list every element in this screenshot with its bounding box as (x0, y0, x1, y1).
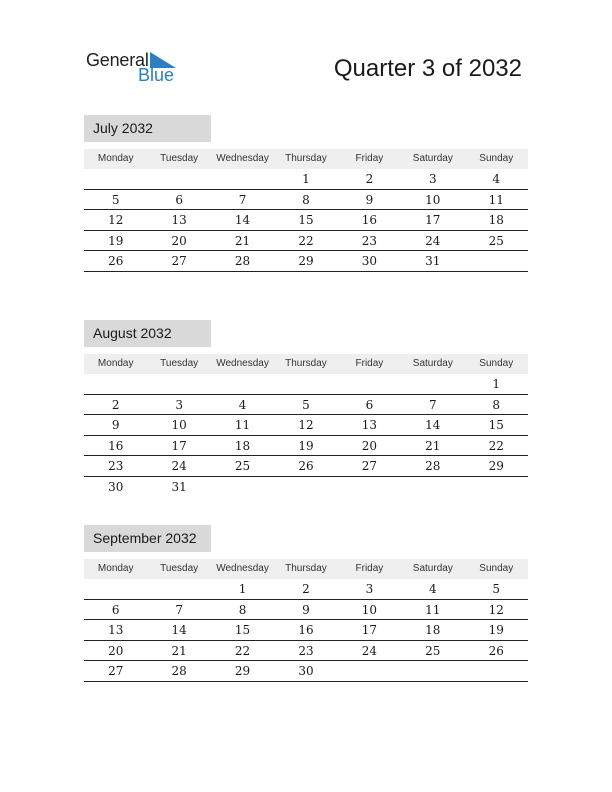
day-cell: 26 (488, 643, 504, 658)
weekday-header (84, 149, 528, 169)
day-cell: 5 (302, 397, 310, 412)
day-cell: 9 (302, 602, 310, 617)
day-cell: 13 (171, 213, 187, 227)
weekday-label: Friday (355, 358, 384, 369)
day-cell: 8 (302, 192, 310, 207)
day-cell: 19 (488, 623, 504, 637)
day-cell (338, 661, 401, 681)
day-cell: 30 (361, 254, 378, 268)
day-cell (274, 477, 337, 498)
day-cell: 27 (171, 254, 187, 268)
day-cell (401, 477, 464, 498)
day-cell: 23 (298, 643, 314, 658)
day-cell: 15 (298, 213, 314, 227)
day-cell: 17 (171, 438, 187, 453)
day-cell (211, 169, 274, 189)
day-cell: 26 (108, 254, 124, 268)
month-title: July 2032 (84, 115, 211, 142)
day-cell: 10 (425, 192, 441, 207)
month-title: August 2032 (84, 320, 211, 347)
day-cell: 20 (108, 643, 124, 658)
day-cell: 8 (238, 602, 247, 617)
weekday-label: Saturday (412, 358, 453, 369)
day-cell: 4 (492, 172, 501, 186)
day-cell: 17 (361, 623, 378, 637)
day-cell: 5 (492, 582, 501, 596)
weekday-header (84, 559, 528, 579)
day-cell: 1 (238, 582, 247, 596)
week-row (84, 600, 528, 621)
week-row (84, 374, 528, 395)
month-august (84, 320, 528, 497)
day-cell: 15 (488, 418, 504, 432)
week-rows (84, 374, 528, 497)
day-cell: 28 (234, 254, 251, 268)
day-cell: 10 (171, 418, 187, 432)
generalblue-logo (86, 50, 186, 86)
weekday-label: Wednesday (216, 153, 269, 164)
day-cell (401, 374, 464, 394)
day-cell: 19 (108, 233, 124, 248)
week-rows (84, 579, 528, 682)
day-cell (147, 374, 210, 394)
day-cell: 6 (175, 192, 183, 207)
day-cell: 21 (425, 438, 441, 453)
week-row (84, 210, 528, 231)
day-cell: 11 (488, 192, 504, 207)
day-cell: 18 (488, 213, 504, 227)
day-cell: 12 (108, 213, 124, 227)
day-cell: 29 (234, 664, 251, 678)
weekday-label: Friday (355, 563, 384, 574)
day-cell: 28 (425, 459, 441, 473)
day-cell: 3 (365, 582, 374, 596)
day-cell: 12 (298, 418, 314, 432)
day-cell: 11 (234, 418, 251, 432)
day-cell: 13 (108, 623, 124, 637)
day-cell: 10 (361, 602, 378, 617)
day-cell: 28 (171, 664, 187, 678)
weekday-label: Monday (97, 563, 134, 574)
day-cell (211, 374, 274, 394)
day-cell: 6 (365, 397, 374, 412)
weekday-label: Tuesday (160, 358, 199, 369)
day-cell (465, 251, 528, 271)
day-cell (84, 579, 147, 599)
day-cell: 9 (365, 192, 374, 207)
week-row (84, 620, 528, 641)
day-cell: 18 (425, 623, 441, 637)
day-cell: 3 (175, 397, 183, 412)
weekday-label: Wednesday (216, 358, 269, 369)
logo-text-blue: Blue (138, 65, 175, 85)
day-cell: 31 (171, 479, 187, 494)
day-cell (338, 374, 401, 394)
week-row (84, 456, 528, 477)
day-cell (401, 661, 464, 681)
weekday-header (84, 354, 528, 374)
day-cell: 27 (108, 664, 124, 678)
weekday-label: Sunday (479, 563, 514, 574)
day-cell: 2 (111, 397, 120, 412)
week-row (84, 641, 528, 662)
day-cell: 11 (425, 602, 441, 617)
day-cell (84, 169, 147, 189)
weekday-label: Sunday (479, 358, 514, 369)
day-cell: 25 (425, 643, 441, 658)
day-cell: 24 (425, 233, 441, 248)
day-cell: 22 (298, 233, 314, 248)
weekday-label: Wednesday (216, 563, 269, 574)
day-cell: 30 (298, 664, 314, 678)
day-cell (465, 477, 528, 498)
day-cell (338, 477, 401, 498)
day-cell: 2 (365, 172, 374, 186)
weekday-label: Sunday (479, 153, 514, 164)
day-cell: 15 (234, 623, 251, 637)
day-cell: 1 (492, 377, 501, 391)
day-cell: 1 (302, 172, 310, 186)
day-cell: 5 (111, 192, 120, 207)
day-cell: 23 (108, 459, 124, 473)
month-july (84, 115, 528, 272)
day-cell: 14 (234, 213, 251, 227)
day-cell: 7 (175, 602, 183, 617)
week-row (84, 395, 528, 416)
day-cell: 29 (488, 459, 504, 473)
day-cell: 6 (111, 602, 120, 617)
day-cell: 14 (171, 623, 187, 637)
day-cell: 13 (361, 418, 378, 432)
day-cell: 9 (111, 418, 120, 432)
day-cell: 24 (171, 459, 187, 473)
week-row (84, 415, 528, 436)
day-cell (147, 579, 210, 599)
week-rows (84, 169, 528, 272)
weekday-label: Thursday (285, 358, 327, 369)
day-cell: 26 (298, 459, 314, 473)
day-cell: 3 (429, 172, 437, 186)
weekday-label: Friday (355, 153, 384, 164)
day-cell: 19 (298, 438, 314, 453)
day-cell: 18 (234, 438, 251, 453)
day-cell (465, 661, 528, 681)
day-cell: 12 (488, 602, 504, 617)
day-cell: 4 (429, 582, 437, 596)
day-cell (211, 477, 274, 498)
day-cell: 4 (238, 397, 247, 412)
day-cell: 16 (298, 623, 314, 637)
day-cell: 17 (425, 213, 441, 227)
day-cell: 22 (488, 438, 504, 453)
week-row (84, 169, 528, 190)
day-cell (147, 169, 210, 189)
weekday-label: Thursday (285, 153, 327, 164)
day-cell: 7 (238, 192, 247, 207)
day-cell: 16 (361, 213, 378, 227)
day-cell (84, 374, 147, 394)
weekday-label: Monday (97, 358, 134, 369)
week-row (84, 251, 528, 272)
weekday-label: Tuesday (160, 153, 199, 164)
month-title: September 2032 (84, 525, 211, 552)
day-cell: 16 (108, 438, 124, 453)
day-cell: 20 (361, 438, 378, 453)
weekday-label: Saturday (412, 153, 453, 164)
day-cell: 7 (429, 397, 437, 412)
week-row (84, 436, 528, 457)
weekday-label: Monday (97, 153, 134, 164)
weekday-label: Saturday (412, 563, 453, 574)
weekday-label: Tuesday (160, 563, 199, 574)
day-cell: 31 (425, 254, 441, 268)
day-cell: 25 (488, 233, 504, 248)
day-cell: 25 (234, 459, 251, 473)
day-cell: 30 (108, 479, 124, 494)
week-row (84, 231, 528, 252)
day-cell: 8 (492, 397, 501, 412)
day-cell: 21 (234, 233, 251, 248)
day-cell: 21 (171, 643, 187, 658)
weekday-label: Thursday (285, 563, 327, 574)
month-september (84, 525, 528, 682)
day-cell: 20 (171, 233, 187, 248)
day-cell: 22 (234, 643, 251, 658)
day-cell: 23 (361, 233, 378, 248)
day-cell: 14 (425, 418, 441, 432)
week-row (84, 477, 528, 498)
week-row (84, 661, 528, 682)
day-cell: 2 (302, 582, 310, 596)
day-cell (274, 374, 337, 394)
page-title: Quarter 3 of 2032 (333, 55, 522, 82)
day-cell: 24 (361, 643, 378, 658)
logo-text-general: General (86, 50, 149, 70)
day-cell: 27 (361, 459, 378, 473)
week-row (84, 579, 528, 600)
week-row (84, 190, 528, 211)
day-cell: 29 (298, 254, 314, 268)
